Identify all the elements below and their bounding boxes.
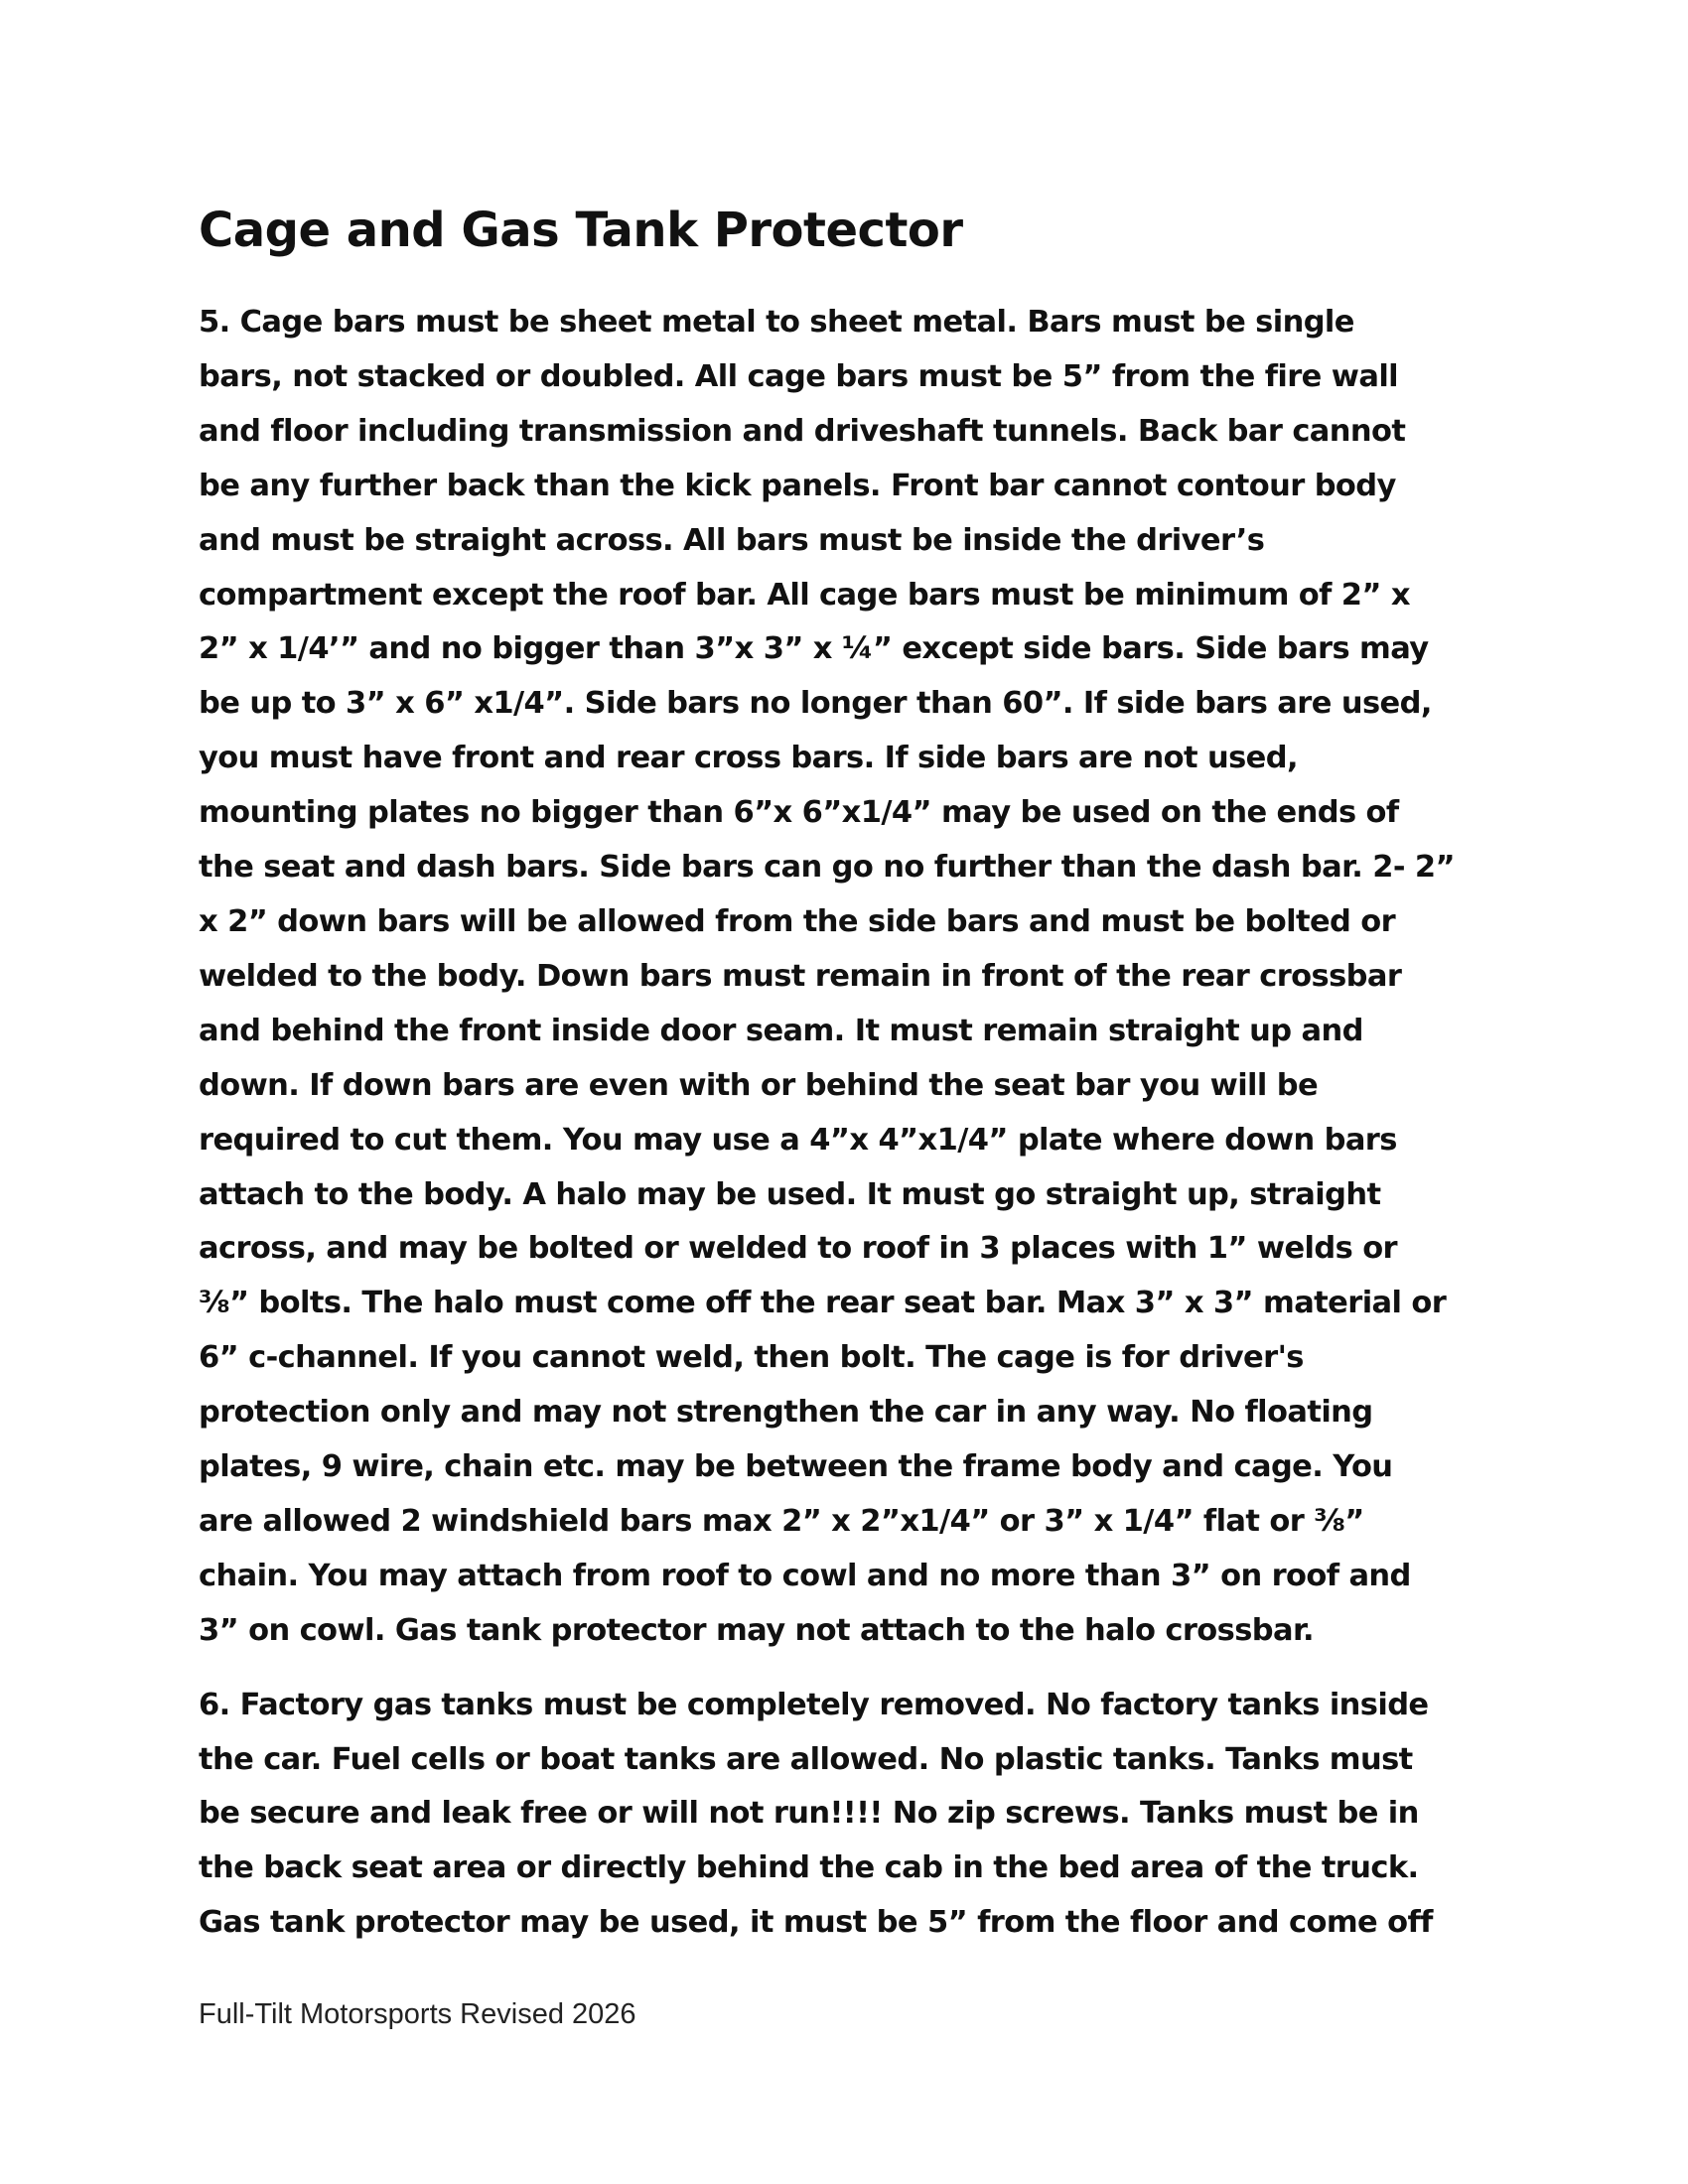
text-line: across, and may be bolted or welded to roof in 3 places with 1” welds or — [199, 1231, 1398, 1267]
text-line: Gas tank protector may be used, it must be 5” from the floor and come off — [199, 1905, 1433, 1941]
text-line: be up to 3” x 6” x1/4”. Side bars no longer than 60”. If side bars are used, — [199, 686, 1432, 722]
text-line: protection only and may not strengthen the car in any way. No floating — [199, 1395, 1373, 1431]
text-line: the seat and dash bars. Side bars can go no further than the dash bar. 2- 2” — [199, 850, 1455, 886]
text-line: 6. Factory gas tanks must be completely removed. No factory tanks inside — [199, 1687, 1429, 1722]
text-line: x 2” down bars will be allowed from the side bars and must be bolted or — [199, 903, 1396, 939]
text-line: 2” x 1/4’” and no bigger than 3”x 3” x ¼” except side bars. Side bars may — [199, 631, 1429, 667]
text-line: the car. Fuel cells or boat tanks are allowed. No plastic tanks. Tanks must — [199, 1741, 1413, 1777]
rule-6-gas-tanks — [199, 1679, 1499, 1952]
text-line: compartment except the roof bar. All cage bars must be minimum of 2” x — [199, 577, 1410, 613]
page-title: Cage and Gas Tank Protector — [199, 203, 963, 258]
text-line: welded to the body. Down bars must remain in front of the rear crossbar — [199, 958, 1402, 994]
text-line: bars, not stacked or doubled. All cage bars must be 5” from the fire wall — [199, 358, 1399, 394]
rules-body — [199, 296, 1499, 1951]
text-line: the back seat area or directly behind the cab in the bed area of the truck. — [199, 1850, 1419, 1886]
text-line: ⅜” bolts. The halo must come off the rear seat bar. Max 3” x 3” material or — [199, 1286, 1447, 1321]
text-line: mounting plates no bigger than 6”x 6”x1/4” may be used on the ends of — [199, 795, 1399, 831]
text-line: and behind the front inside door seam. It must remain straight up and — [199, 1013, 1363, 1048]
text-line: plates, 9 wire, chain etc. may be between the frame body and cage. You — [199, 1449, 1393, 1485]
text-line: attach to the body. A halo may be used. It must go straight up, straight — [199, 1176, 1381, 1212]
text-line: 3” on cowl. Gas tank protector may not attach to the halo crossbar. — [199, 1612, 1315, 1648]
text-line: and must be straight across. All bars must be inside the driver’s — [199, 522, 1265, 558]
page-footer: Full-Tilt Motorsports Revised 2026 — [199, 1998, 636, 2030]
text-line: down. If down bars are even with or behind the seat bar you will be — [199, 1067, 1319, 1103]
text-line: be secure and leak free or will not run!!!! No zip screws. Tanks must be in — [199, 1796, 1419, 1832]
text-line: are allowed 2 windshield bars max 2” x 2”x1/4” or 3” x 1/4” flat or ⅜” — [199, 1503, 1364, 1539]
text-line: chain. You may attach from roof to cowl and no more than 3” on roof and — [199, 1558, 1411, 1593]
text-line: 5. Cage bars must be sheet metal to sheet metal. Bars must be single — [199, 305, 1354, 340]
text-line: be any further back than the kick panels. Front bar cannot contour body — [199, 468, 1396, 503]
rule-5-cage-bars — [199, 296, 1499, 1659]
text-line: 6” c-channel. If you cannot weld, then bolt. The cage is for driver's — [199, 1340, 1304, 1376]
text-line: you must have front and rear cross bars. If side bars are not used, — [199, 741, 1298, 776]
text-line: and floor including transmission and driveshaft tunnels. Back bar cannot — [199, 413, 1406, 449]
text-line: required to cut them. You may use a 4”x 4”x1/4” plate where down bars — [199, 1122, 1397, 1158]
